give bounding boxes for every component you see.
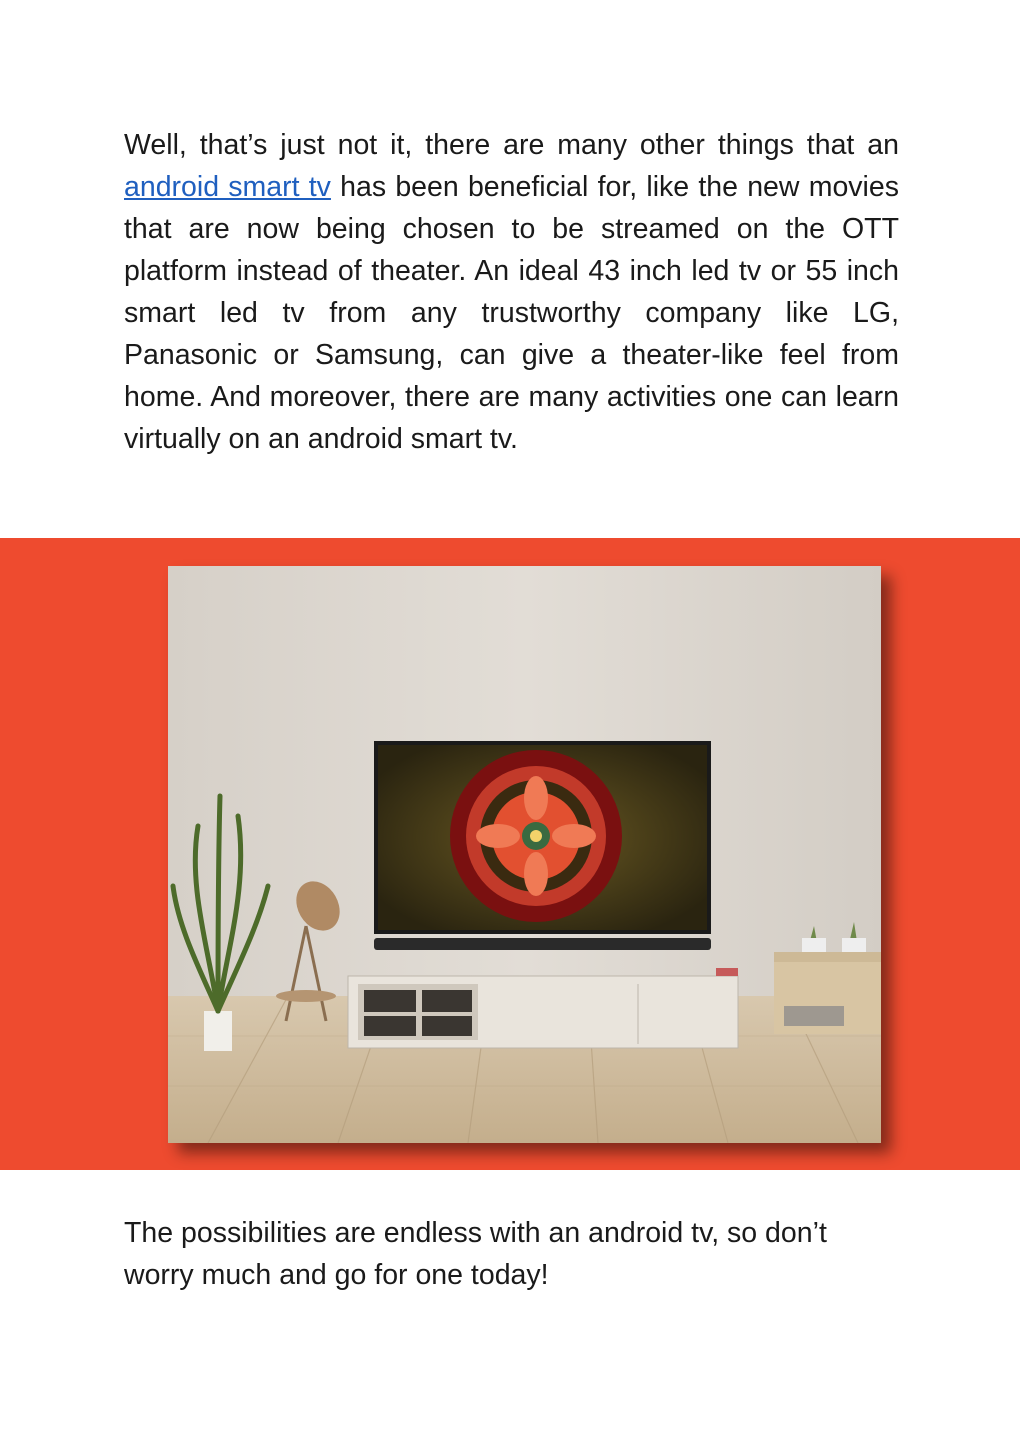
android-smart-tv-link[interactable]: android smart tv [124, 171, 331, 203]
intro-text-after-link: has been beneficial for, like the new movies that are now being chosen to be streamed on the OTT platform instead of theater. An ideal 43 inch led tv or 55 inch smart led tv from any trustworthy company like LG, Panasonic or Samsung, can give a theater-like feel from home. And moreover, there are many activities one can learn virtually on an android smart tv. [124, 171, 899, 455]
intro-paragraph [124, 124, 899, 460]
closing-paragraph: The possibilities are endless with an android tv, so don’t worry much and go for one today! [124, 1217, 827, 1291]
intro-text-before-link: Well, that’s just not it, there are many other things that an [124, 129, 899, 161]
living-room-tv-photo [168, 566, 881, 1143]
